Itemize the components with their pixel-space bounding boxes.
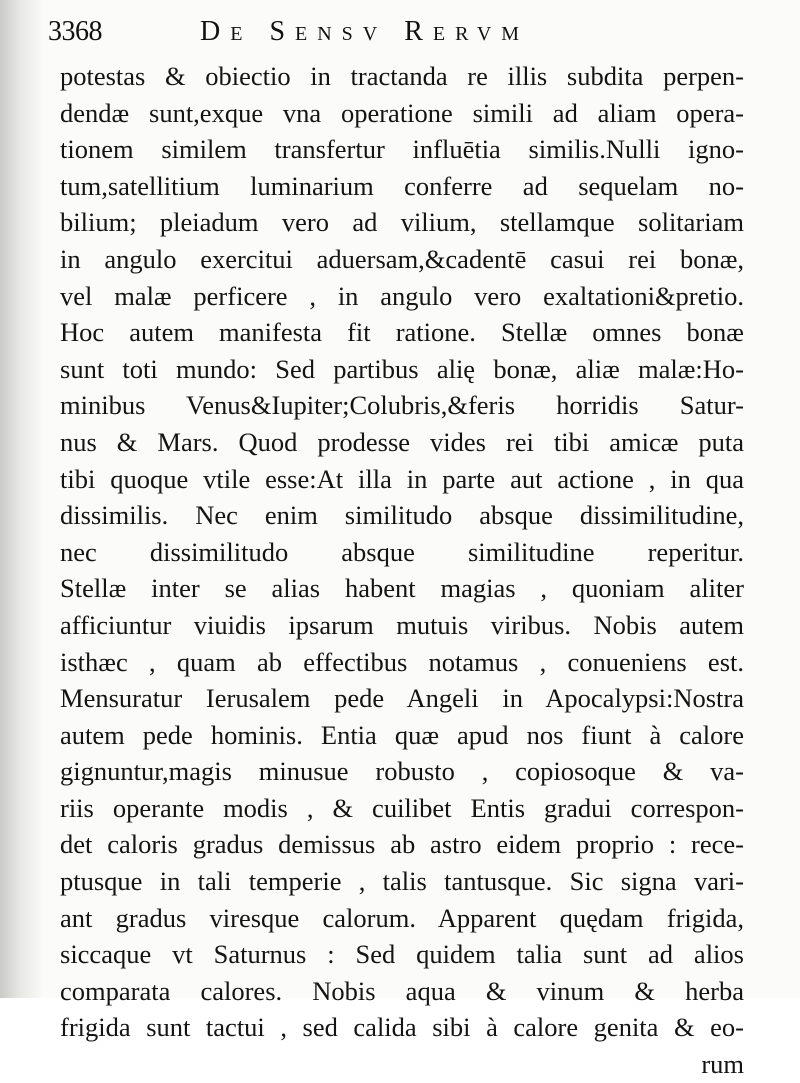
text-line: comparata calores. Nobis aqua & vinum & herba (60, 975, 744, 1006)
page-number: 3368 (48, 16, 102, 47)
text-line: Hoc autem manifesta fit ratione. Stellæ omnes bonæ (60, 317, 744, 348)
text-line: tionem similem transfertur influētia similis.Nulli igno- (60, 134, 744, 165)
text-line: minibus Venus&Iupiter;Colubris,&feris horridis Satur- (60, 390, 744, 421)
text-line: nec dissimilitudo absque similitudine reperitur. (60, 536, 744, 567)
text-line: bilium; pleiadum vero ad vilium, stellamque solitariam (60, 207, 744, 238)
text-line: gignuntur,magis minusue robusto , copiosoque & va- (60, 756, 744, 787)
text-line: riis operante modis , & cuilibet Entis gradui correspon- (60, 792, 744, 823)
text-line: nus & Mars. Quod prodesse vides rei tibi amicæ puta (60, 426, 744, 457)
text-line: sunt toti mundo: Sed partibus alię bonæ, aliæ malæ:Ho- (60, 353, 744, 384)
text-line: vel malæ perficere , in angulo vero exaltationi&pretio. (60, 280, 744, 311)
text-line: frigida sunt tactui , sed calida sibi à calore genita & eo- (60, 1012, 744, 1043)
body-text (60, 58, 744, 1083)
text-line: autem pede hominis. Entia quæ apud nos fiunt à calore (60, 719, 744, 750)
running-title: De Sensv Rervm (200, 16, 530, 47)
text-line: Mensuratur Ierusalem pede Angeli in Apocalypsi:Nostra (60, 683, 744, 714)
text-line: ptusque in tali temperie , talis tantusque. Sic signa vari- (60, 866, 744, 897)
text-line: afficiuntur viuidis ipsarum mutuis viribus. Nobis autem (60, 609, 744, 640)
text-line: det caloris gradus demissus ab astro eidem proprio : rece- (60, 829, 744, 860)
text-line: tibi quoque vtile esse:At illa in parte aut actione , in qua (60, 463, 744, 494)
text-line: tum,satellitium luminarium conferre ad sequelam no- (60, 170, 744, 201)
text-line: in angulo exercitui aduersam,&cadentē casui rei bonæ, (60, 243, 744, 274)
page-header (48, 14, 768, 54)
text-line: potestas & obiectio in tractanda re illis subdita perpen- (60, 61, 744, 91)
text-line: isthæc , quam ab effectibus notamus , conueniens est. (60, 646, 744, 677)
text-line: ant gradus viresque calorum. Apparent quędam frigida, (60, 902, 744, 933)
catchword: rum (701, 1049, 744, 1080)
text-line: dissimilis. Nec enim similitudo absque dissimilitudine, (60, 500, 744, 531)
binding-shadow (0, 0, 44, 998)
text-line: Stellæ inter se alias habent magias , quoniam aliter (60, 573, 744, 604)
text-line: siccaque vt Saturnus : Sed quidem talia sunt ad alios (60, 939, 744, 970)
text-line: dendæ sunt,exque vna operatione simili ad aliam opera- (60, 97, 744, 128)
